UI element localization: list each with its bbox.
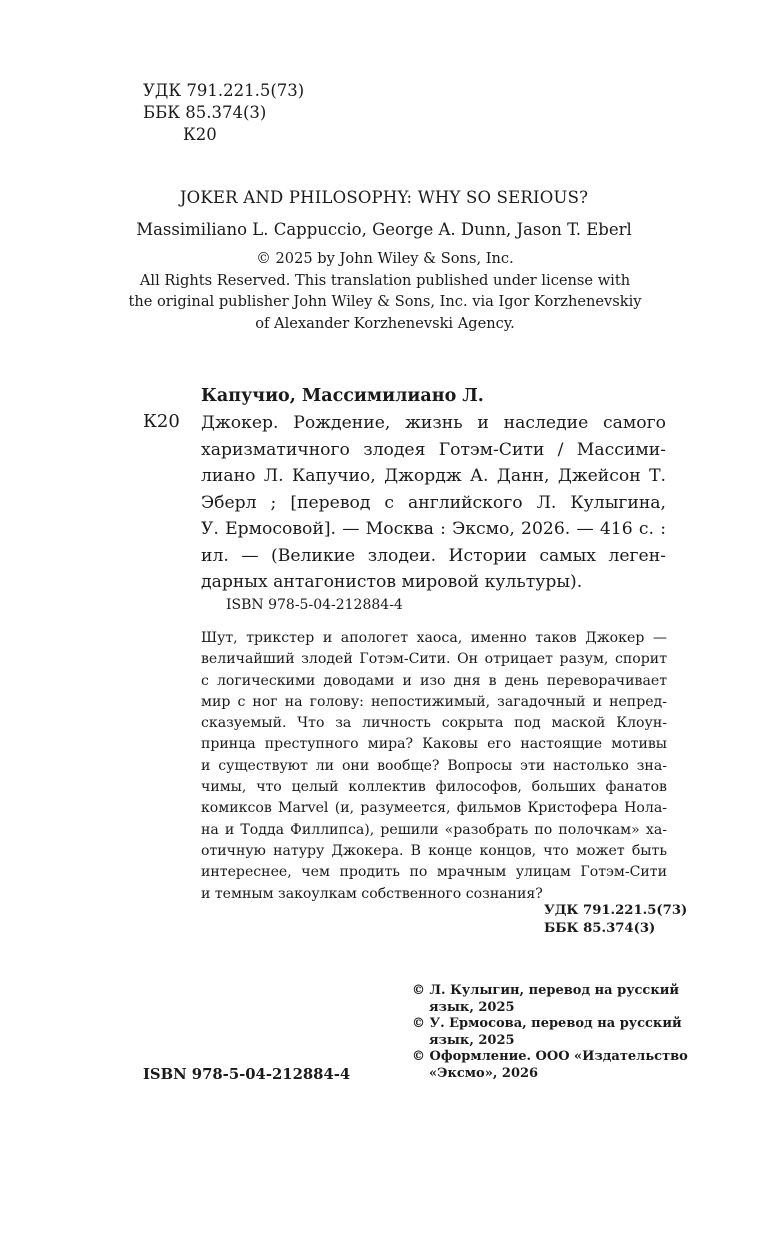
description-line: У. Ермосовой]. — Москва : Эксмо, 2026. — 416 с. : [201, 519, 666, 539]
original-title: JOKER AND PHILOSOPHY: WHY SO SERIOUS? [179, 188, 589, 207]
annotation-line: на и Тодда Филлипса), решили «разобрать по полочкам» ха- [201, 821, 667, 838]
rights-line: © Оформление. ООО «Издательство [412, 1049, 688, 1064]
description-line: харизматичного злодея Готэм-Сити / Массими- [201, 439, 666, 460]
rights-line: © У. Ермосова, перевод на русский [412, 1016, 682, 1031]
author-mark: К20 [183, 125, 217, 144]
original-authors: Massimiliano L. Cappuccio, George A. Dunn, Jason T. Eberl [136, 220, 632, 239]
rights-line: «Эксмо», 2026 [429, 1065, 539, 1081]
annotation-line: и существуют ли они вообще? Вопросы эти настолько зна- [201, 757, 667, 774]
description-line: Эберл ; [перевод с английского Л. Кулыгина, [201, 492, 666, 513]
footer-isbn: ISBN 978-5-04-212884-4 [143, 1066, 351, 1083]
description-line: лиано Л. Капучио, Джордж А. Данн, Джейсон Т. [201, 466, 666, 486]
copyright-line: of Alexander Korzhenevski Agency. [255, 314, 515, 332]
annotation-line: Шут, трикстер и апологет хаоса, именно таков Джокер — [201, 630, 667, 646]
annotation-line: отичную натуру Джокера. В конце концов, что может быть [201, 842, 667, 859]
translation-rights [412, 983, 688, 1082]
udk-code: УДК 791.221.5(73) [143, 81, 305, 100]
record-isbn: ISBN 978-5-04-212884-4 [226, 597, 403, 613]
annotation-udk: УДК 791.221.5(73) [544, 903, 688, 918]
annotation-line: с логическими доводами и изо дня в день переворачивает [201, 672, 667, 689]
rights-line: © Л. Кулыгин, перевод на русский [412, 983, 680, 998]
record-author-mark: К20 [143, 411, 180, 432]
original-copyright [120, 248, 650, 334]
description-line: Джокер. Рождение, жизнь и наследие самого [201, 413, 666, 433]
description-line: дарных антагонистов мировой культуры). [201, 572, 583, 592]
main-author-heading: Капучио, Массимилиано Л. [201, 386, 484, 406]
annotation-bbk: ББК 85.374(3) [544, 921, 656, 936]
annotation-line: чимы, что целый коллектив философов, больших фанатов [201, 779, 667, 796]
copyright-line: the original publisher John Wiley & Sons, Inc. via Igor Korzhenevskiy [128, 293, 642, 310]
copyright-line: All Rights Reserved. This translation published under license with [139, 271, 631, 289]
rights-line: язык, 2025 [429, 1032, 515, 1048]
annotation-line: сказуемый. Что за личность сокрыта под маской Клоун- [201, 715, 667, 732]
copyright-line: © 2025 by John Wiley & Sons, Inc. [256, 250, 514, 267]
bibliographic-description [201, 410, 666, 596]
description-line: ил. — (Великие злодеи. Истории самых леген- [201, 545, 666, 566]
classification-codes [143, 80, 304, 146]
bbk-code: ББК 85.374(3) [143, 103, 267, 122]
rights-line: язык, 2025 [429, 999, 515, 1015]
annotation-line: принца преступного мира? Каковы его настоящие мотивы [201, 736, 667, 753]
annotation [201, 628, 667, 905]
annotation-line: мир с ног на голову: непостижимый, загадочный и непред- [201, 693, 667, 710]
annotation-line: интереснее, чем продить по мрачным улицам Готэм-Сити [201, 864, 667, 881]
annotation-line: комиксов Marvel (и, разумеется, фильмов Кристофера Нола- [201, 800, 667, 817]
annotation-line: величайший злодей Готэм-Сити. Он отрицает разум, спорит [201, 651, 667, 668]
annotation-line: и темным закоулкам собственного сознания? [201, 885, 543, 902]
annotation-codes [544, 902, 687, 938]
